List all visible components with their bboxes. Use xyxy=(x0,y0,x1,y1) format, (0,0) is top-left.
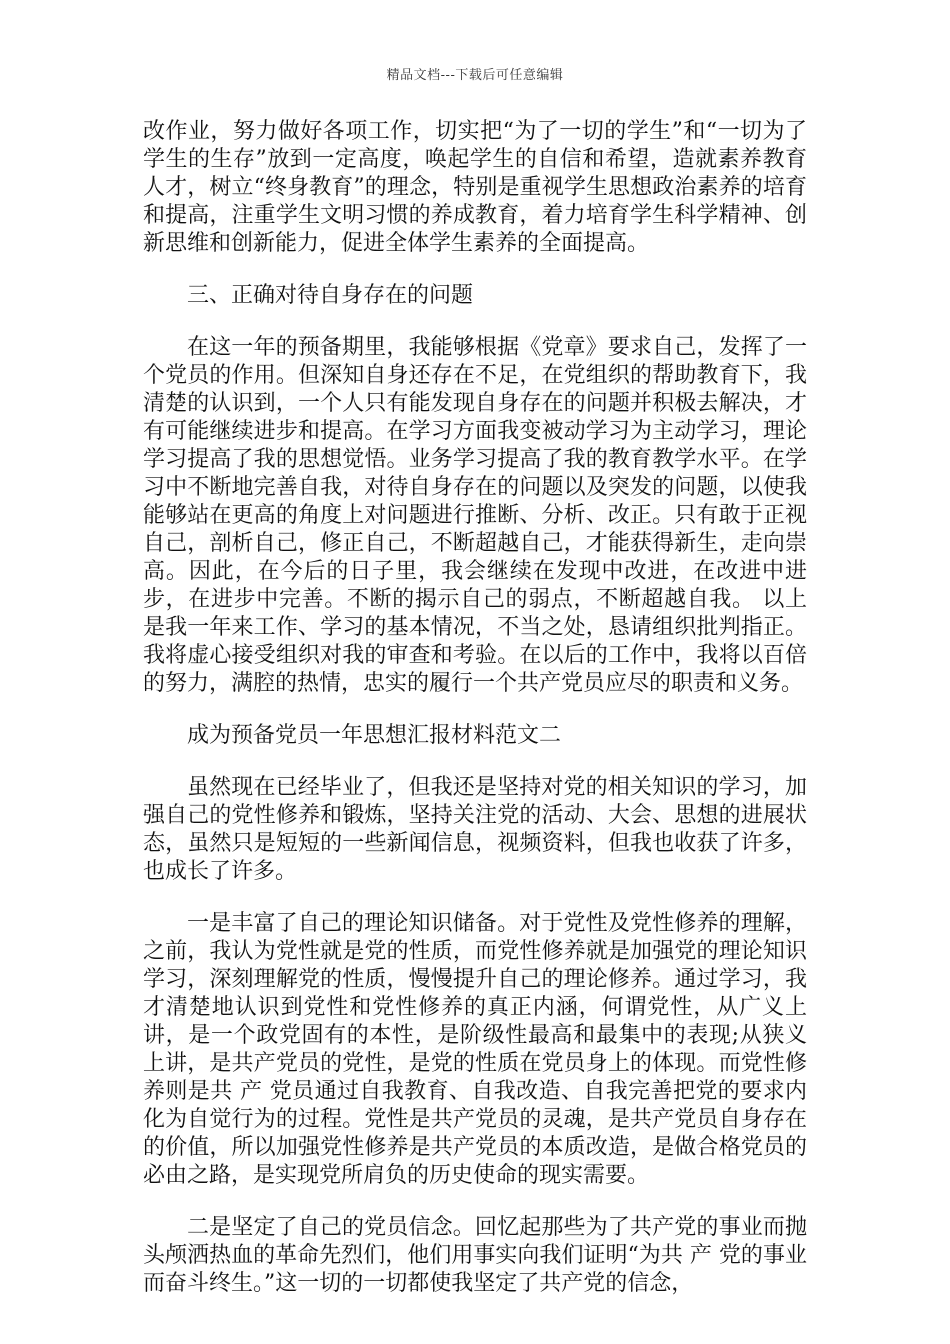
document-body xyxy=(143,118,807,1322)
paragraph-1: 改作业，努力做好各项工作，切实把“为了一切的学生”和“一切为了学生的生存”放到一定高度，唤起学生的自信和希望，造就素养教育人才，树立“终身教育”的理念，特别是重视学生思想政治素养的培育和提高，注重学生文明习惯的养成教育，着力培育学生科学精神、创新思维和创新能力，促进全体学生素养的全面提高。 xyxy=(143,119,807,256)
page-header: 精品文档---下载后可任意编辑 xyxy=(386,68,564,83)
section-heading-3: 三、正确对待自身存在的问题 xyxy=(187,283,474,308)
paragraph-5: 二是坚定了自己的党员信念。回忆起那些为了共产党的事业而抛头颅洒热血的革命先烈们，他们用事实向我们证明“为共 产 党的事业而奋斗终生。”这一切的一切都使我坚定了共产党的信念， xyxy=(143,1215,807,1296)
paragraph-4: 一是丰富了自己的理论知识储备。对于党性及党性修养的理解，之前，我认为党性就是党的性质，而党性修养就是加强党的理论知识学习，深刻理解党的性质，慢慢提升自己的理论修养。通过学习，我才清楚地认识到党性和党性修养的真正内涵，何谓党性，从广义上讲，是一个政党固有的本性，是阶级性最高和最集中的表现;从狭义上讲，是共产党员的党性，是党的性质在党员身上的体现。而党性修养则是共 产 党员通过自我教育、自我改造、自我完善把党的要求内化为自觉行为的过程。党性是共产党员的灵魂，是共产党员自身存在的价值，所以加强党性修养是共产党员的本质改造，是做合格党员的必由之路，是实现党所肩负的历史使命的现实需要。 xyxy=(143,911,807,1188)
paragraph-2: 在这一年的预备期里，我能够根据《党章》要求自己，发挥了一个党员的作用。但深知自身还存在不足，在党组织的帮助教育下，我清楚的认识到，一个人只有能发现自身存在的问题并积极去解决，才有可能继续进步和提高。在学习方面我变被动学习为主动学习，理论学习提高了我的思想觉悟。业务学习提高了我的教育教学水平。在学习中不断地完善自我，对待自身存在的问题以及突发的问题，以使我能够站在更高的角度上对问题进行推断、分析、改正。只有敢于正视自己，剖析自己，修正自己，不断超越自己，才能获得新生，走向崇高。因此，在今后的日子里，我会继续在发现中改进，在改进中进步，在进步中完善。不断的揭示自己的弱点，不断超越自我。 以上是我一年来工作、学习的基本情况，不当之处，恳请组织批判指正。我将虚心接受组织对我的审查和考验。在以后的工作中，我将以百倍的努力，满腔的热情，忠实的履行一个共产党员应尽的职责和义务。 xyxy=(143,335,807,696)
paragraph-3: 虽然现在已经毕业了，但我还是坚持对党的相关知识的学习，加强自己的党性修养和锻炼，坚持关注党的活动、大会、思想的进展状态，虽然只是短短的一些新闻信息，视频资料，但我也收获了许多，也成长了许多。 xyxy=(143,775,807,884)
article-title-2: 成为预备党员一年思想汇报材料范文二 xyxy=(187,723,562,748)
